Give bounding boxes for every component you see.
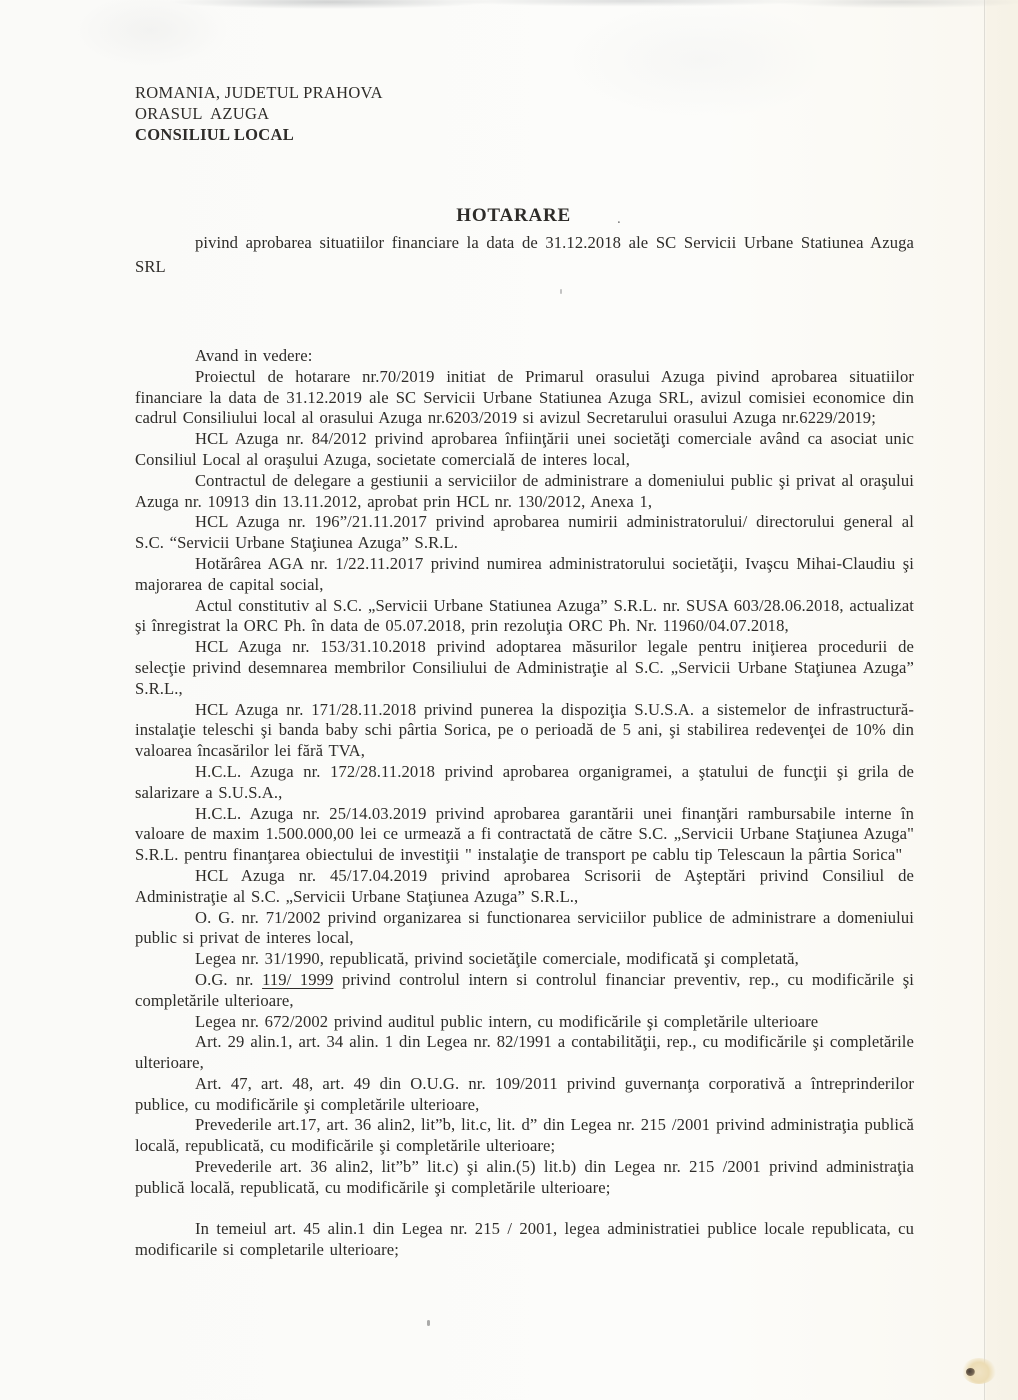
header-country-line: ROMANIA, JUDETUL PRAHOVA: [135, 83, 383, 102]
recitals-list: [135, 367, 914, 1199]
recital-paragraph: [135, 949, 914, 970]
recital-paragraph: [135, 762, 914, 804]
recital-paragraph: [135, 367, 914, 429]
closing-paragraph: In temeiul art. 45 alin.1 din Legea nr. 215 / 2001, legea administratiei publice locale republicata, cu modificarile si completarile ulterioare;: [135, 1219, 914, 1260]
preamble-label: Avand in vedere:: [195, 346, 313, 365]
header-city-line: ORASUL AZUGA: [135, 104, 270, 123]
paragraph-text: Art. 47, art. 48, art. 49 din O.U.G. nr. 109/2011 privind guvernanţa corporativă a întreprinderilor publice, cu modificările şi completările ulterioare,: [135, 1073, 914, 1114]
recital-paragraph: [135, 700, 914, 762]
paragraph-text: Proiectul de hotarare nr.70/2019 initiat de Primarul orasului Azuga pivind aprobarea situatiilor financiare la data de 31.12.2019 ale SC Servicii Urbane Statiunea Azuga SRL, avizul comisiei economice din cadrul Consiliului local al orasului Azuga nr.6203/2019 si avizul Secretarului orasului Azuga nr.6229/2019;: [135, 366, 914, 428]
paragraph-text: H.C.L. Azuga nr. 172/28.11.2018 privind aprobarea organigramei, a ştatului de funcţii şi grila de salarizare a S.U.S.A.,: [135, 761, 914, 802]
recital-paragraph: [135, 908, 914, 950]
recital-paragraph: [135, 471, 914, 513]
underlined-legal-reference: 119/ 1999: [262, 969, 334, 989]
paragraph-text: HCL Azuga nr. 153/31.10.2018 privind adoptarea măsurilor legale pentru iniţierea procedurii de selecţie privind desemnarea membrilor Consiliului de Administraţie al S.C. „Servicii Urbane Staţiunea Azuga” S.R.L.,: [135, 637, 914, 698]
recital-paragraph: [135, 596, 914, 638]
paragraph-text: Legea nr. 672/2002 privind auditul public intern, cu modificările şi completările ulterioare: [195, 1011, 819, 1031]
paragraph-text: Legea nr. 31/1990, republicată, privind societăţile comerciale, modificată şi completată,: [195, 949, 799, 969]
paragraph-text: privind controlul intern si controlul financiar preventiv, rep., cu modificările şi completările ulterioare,: [135, 969, 914, 1010]
recital-paragraph: [135, 866, 914, 908]
recital-paragraph: [135, 804, 914, 866]
stray-dot-mark: .: [617, 211, 621, 227]
recital-paragraph: [135, 1115, 914, 1157]
document-header: [135, 82, 914, 145]
document-content: [135, 82, 914, 1261]
paragraph-text: Actul constitutiv al S.C. „Servicii Urbane Statiunea Azuga” S.R.L. nr. SUSA 603/28.06.2018, actualizat şi înregistrat la ORC Ph. în data de 05.07.2018, prin rezoluţia ORC Ph. Nr. 11960/04.07.2018,: [135, 595, 914, 636]
paragraph-text: Hotărârea AGA nr. 1/22.11.2017 privind numirea administratorului societăţii, Ivaşcu Mihai-Claudiu şi majorarea de capital social,: [135, 553, 914, 594]
scan-stain-dot: [966, 1368, 975, 1376]
paper-edge-line: [984, 0, 985, 1400]
header-council-line: CONSILIUL LOCAL: [135, 125, 295, 144]
paragraph-text: HCL Azuga nr. 84/2012 privind aprobarea înfiinţării unei societăţi comerciale având ca asociat unic Consiliul Local al oraşului Azuga, societate comercială de interes local,: [135, 429, 914, 469]
paragraph-text: HCL Azuga nr. 171/28.11.2018 privind punerea la dispoziţia S.U.S.A. a sistemelor de infrastructură-instalaţie teleschi şi banda baby schi pârtia Sorica, pe o perioadă de 5 ani, şi stabilirea redevenţei de 10% din valoarea încasărilor lei fără TVA,: [135, 699, 914, 761]
document-subtitle: pivind aprobarea situatiilor financiare la data de 31.12.2018 ale SC Servicii Urbane Statiunea Azuga SRL: [135, 233, 914, 276]
paragraph-text: Art. 29 alin.1, art. 34 alin. 1 din Legea nr. 82/1991 a contabilităţii, rep., cu modificările şi completările ulterioare,: [135, 1032, 914, 1073]
paragraph-text: Contractul de delegare a gestiunii a serviciilor de administrare a domeniului public şi privat al oraşului Azuga nr. 10913 din 13.11.2012, aprobat prin HCL nr. 130/2012, Anexa 1,: [135, 470, 914, 511]
recital-paragraph: [135, 970, 914, 1012]
recital-paragraph: [135, 1157, 914, 1199]
recital-paragraph: [135, 1074, 914, 1116]
title-row: [149, 205, 928, 227]
scan-speck: [427, 1320, 430, 1326]
recital-paragraph: [135, 1032, 914, 1074]
recital-paragraph: [135, 637, 914, 699]
recital-paragraph: [135, 554, 914, 596]
document-title: HOTARARE: [456, 205, 572, 226]
paragraph-text: H.C.L. Azuga nr. 25/14.03.2019 privind aprobarea garantării unei finanţări rambursabile interne în valoare de maxim 1.500.000,00 lei ce urmează a fi contractată de către S.C. „Servicii Urbane Staţiunea Azuga" S.R.L. pentru finanţarea obiectului de investiţii " instalaţie de transport pe cablu tip Telescaun la pârtia Sorica": [135, 803, 914, 865]
recital-paragraph: [135, 1012, 914, 1033]
paragraph-text: O. G. nr. 71/2002 privind organizarea si functionarea serviciilor publice de administrare a domeniului public si privat de interes local,: [135, 907, 914, 948]
paragraph-text: HCL Azuga nr. 196”/21.11.2017 privind aprobarea numirii administratorului/ directorului general al S.C. “Servicii Urbane Staţiunea Azuga” S.R.L.: [135, 512, 914, 553]
paragraph-text: Prevederile art.17, art. 36 alin2, lit”b, lit.c, lit. d” din Legea nr. 215 /2001 privind administraţia publică locală, republicată, cu modificările şi completările ulterioare;: [135, 1115, 914, 1156]
paragraph-text: Prevederile art. 36 alin2, lit”b” lit.c) şi alin.(5) lit.b) din Legea nr. 215 /2001 privind administraţia publică locală, republicată, cu modificările şi completările ulterioare;: [135, 1157, 914, 1197]
paragraph-text: O.G. nr.: [195, 969, 263, 989]
recital-paragraph: [135, 512, 914, 554]
recital-paragraph: [135, 429, 914, 471]
paragraph-text: HCL Azuga nr. 45/17.04.2019 privind aprobarea Scrisorii de Aşteptări privind Consiliul de Administraţie al S.C. „Servicii Urbane Staţiunea Azuga” S.R.L.,: [135, 865, 914, 906]
